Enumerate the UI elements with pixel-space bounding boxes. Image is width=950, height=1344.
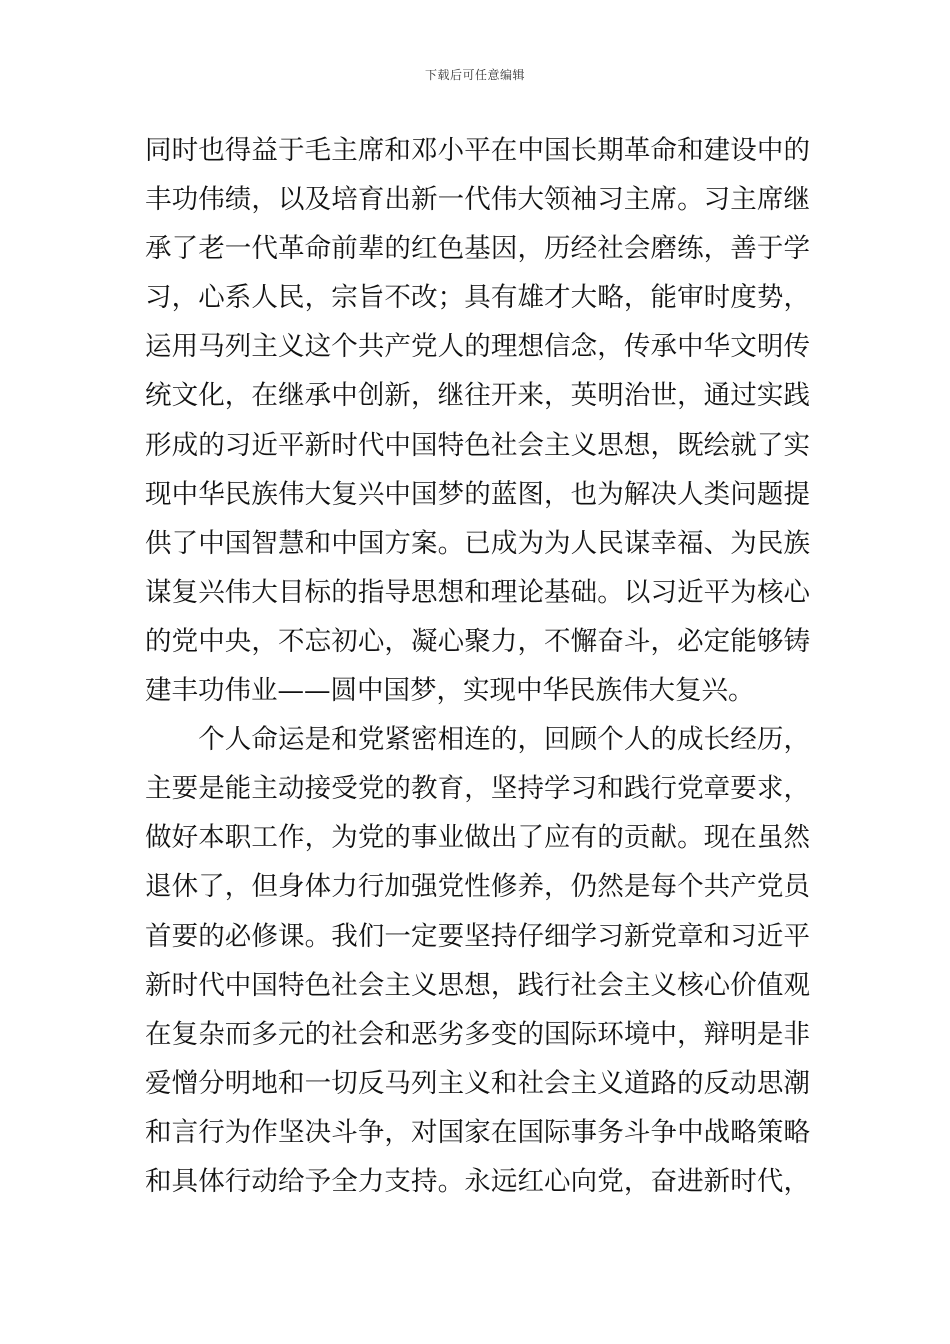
paragraph-1	[145, 126, 810, 715]
text-line: 和言行为作坚决斗争，对国家在国际事务斗争中战略策略	[145, 1116, 810, 1148]
text-line: 丰功伟绩，以及培育出新一代伟大领袖习主席。习主席继	[145, 184, 810, 216]
text-line: 新时代中国特色社会主义思想，践行社会主义核心价值观	[145, 969, 810, 1001]
text-line: 在复杂而多元的社会和恶劣多变的国际环境中，辩明是非	[145, 1018, 810, 1050]
text-line: 承了老一代革命前辈的红色基因，历经社会磨练，善于学	[145, 233, 810, 265]
text-line: 建丰功伟业——圆中国梦，实现中华民族伟大复兴。	[145, 675, 755, 707]
text-line: 谋复兴伟大目标的指导思想和理论基础。以习近平为核心	[145, 576, 810, 608]
paragraph-2	[145, 715, 810, 1206]
text-line: 现中华民族伟大复兴中国梦的蓝图，也为解决人类问题提	[145, 478, 810, 510]
text-line: 首要的必修课。我们一定要坚持仔细学习新党章和习近平	[145, 920, 810, 952]
text-line: 统文化，在继承中创新，继往开来，英明治世，通过实践	[145, 380, 810, 412]
text-line: 主要是能主动接受党的教育，坚持学习和践行党章要求，	[145, 773, 810, 805]
text-line: 做好本职工作，为党的事业做出了应有的贡献。现在虽然	[145, 822, 810, 854]
text-line: 退休了，但身体力行加强党性修养，仍然是每个共产党员	[145, 871, 810, 903]
text-line: 的党中央，不忘初心，凝心聚力，不懈奋斗，必定能够铸	[145, 625, 810, 657]
document-body	[145, 126, 810, 1206]
text-line: 形成的习近平新时代中国特色社会主义思想，既绘就了实	[145, 429, 810, 461]
text-line: 同时也得益于毛主席和邓小平在中国长期革命和建设中的	[145, 135, 810, 166]
text-line: 运用马列主义这个共产党人的理想信念，传承中华文明传	[145, 331, 810, 363]
text-line: 个人命运是和党紧密相连的，回顾个人的成长经历，	[145, 724, 810, 756]
text-line: 供了中国智慧和中国方案。已成为为人民谋幸福、为民族	[145, 527, 810, 559]
text-line: 习，心系人民，宗旨不改；具有雄才大略，能审时度势，	[145, 282, 810, 314]
text-line: 爱憎分明地和一切反马列主义和社会主义道路的反动思潮	[145, 1067, 810, 1099]
header-note: 下载后可任意编辑	[424, 68, 525, 82]
text-line: 和具体行动给予全力支持。永远红心向党，奋进新时代，	[145, 1165, 810, 1197]
